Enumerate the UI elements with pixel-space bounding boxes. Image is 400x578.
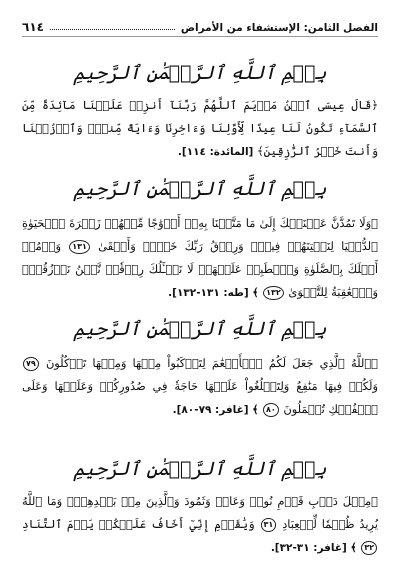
verse-reference: [المائدة: ١١٤]. <box>177 146 254 158</box>
running-header <box>22 14 378 34</box>
header-rule <box>22 36 378 37</box>
verse-block-1 <box>22 94 378 164</box>
verse-number-marker: ٣٢ <box>361 541 377 555</box>
verse-reference: ﴾ [طه: ١٣١-١٣٢]. <box>168 287 259 299</box>
chapter-title: الفصل الثامن: الإستشفاء من الأمراض <box>180 22 378 34</box>
basmala-heading-2: بِسۡمِ ٱللَّهِ ٱلرَّحۡمَٰنِ ٱلرَّحِيمِ <box>73 178 327 200</box>
verse-number-marker: ٣١ <box>261 518 277 532</box>
basmala-heading-1: بِسۡمِ ٱللَّهِ ٱلرَّحۡمَٰنِ ٱلرَّحِيمِ <box>73 62 327 84</box>
verse-reference: ﴾ [غافر: ٣١-٣٢]. <box>270 542 357 554</box>
verse-text-continued: وَيَٰقَوۡمِ إِنِّيٓ أَخَافُ عَلَيۡكُمۡ يَوۡمَ ٱلتَّنَادِ <box>22 517 255 531</box>
header-leader-dots <box>50 29 175 30</box>
verse-block-4 <box>22 490 378 560</box>
verse-text: ﴿مِثۡلَ دَأۡبِ قَوۡمِ نُوحٖ وَعَادٖ وَثَمُودَ وَٱلَّذِينَ مِنۢ بَعۡدِهِمۡۚ وَمَا ٱللَّهُ يُرِيدُ ظُلۡمٗا لِّلۡعِبَادِ <box>22 494 378 531</box>
page-number: ٦١٤ <box>22 20 44 34</box>
verse-block-2 <box>22 212 378 305</box>
basmala-heading-4: بِسۡمِ ٱللَّهِ ٱلرَّحۡمَٰنِ ٱلرَّحِيمِ <box>73 458 327 480</box>
verse-block-3 <box>22 352 378 422</box>
verse-number-marker: ٧٩ <box>23 357 39 371</box>
verse-text-continued: وَلَكُمۡ فِيهَا مَنَٰفِعُ وَلِتَبۡلُغُواْ عَلَيۡهَا حَاجَةٗ فِي صُدُورِكُمۡ وَعَلَيۡهَا وَعَلَى ٱلۡفُلۡكِ تُحۡمَلُونَ <box>22 379 378 416</box>
verse-text: ﴿وَلَا تَمُدَّنَّ عَيۡنَيۡكَ إِلَىٰ مَا مَتَّعۡنَا بِهِۦٓ أَزۡوَٰجًا مِّنۡهُمۡ زَهۡرَةَ ٱلۡحَيَوٰةِ ٱلدُّنۡيَا لِنَفۡتِنَهُمۡ فِيهِۚ وَرِزۡقُ رَبِّكَ خَيۡرٞ وَأَبۡقَىٰ <box>22 216 378 253</box>
verse-number-marker: ١٣١ <box>69 240 90 254</box>
verse-text: ﴿قَالَ عِيسَى ٱبۡنُ مَرۡيَمَ ٱللَّهُمَّ رَبَّنَآ أَنزِلۡ عَلَيۡنَا مَآئِدَةً مِّنَ ٱلسَّمَآءِ تَكُونُ لَنَا عِيدًا لِّأَوَّلِنَا وَءَاخِرِنَا وَءَايَةً مِّنكَۖ وَٱرۡزُقۡنَا وَأَنتَ خَيۡرُ ٱلرَّٰزِقِينَ﴾ <box>22 98 378 158</box>
basmala-heading-3: بِسۡمِ ٱللَّهِ ٱلرَّحۡمَٰنِ ٱلرَّحِيمِ <box>73 318 327 340</box>
verse-text: ﴿ٱللَّهُ ٱلَّذِي جَعَلَ لَكُمُ ٱلۡأَنۡعَٰمَ لِتَرۡكَبُواْ مِنۡهَا وَمِنۡهَا تَأۡكُلُونَ <box>45 356 378 370</box>
verse-number-marker: ١٣٢ <box>263 286 284 300</box>
verse-reference: ﴾ [غافر: ٧٩-٨٠]. <box>172 404 259 416</box>
verse-number-marker: ٨٠ <box>263 403 279 417</box>
verse-text-continued: وَأۡمُرۡ أَهۡلَكَ بِٱلصَّلَوٰةِ وَٱصۡطَبِرۡ عَلَيۡهَاۖ لَا نَسۡـَٔلُكَ رِزۡقٗاۖ نَّحۡنُ نَرۡزُقُكَۗ وَٱلۡعَٰقِبَةُ لِلتَّقۡوَىٰ <box>22 239 378 299</box>
